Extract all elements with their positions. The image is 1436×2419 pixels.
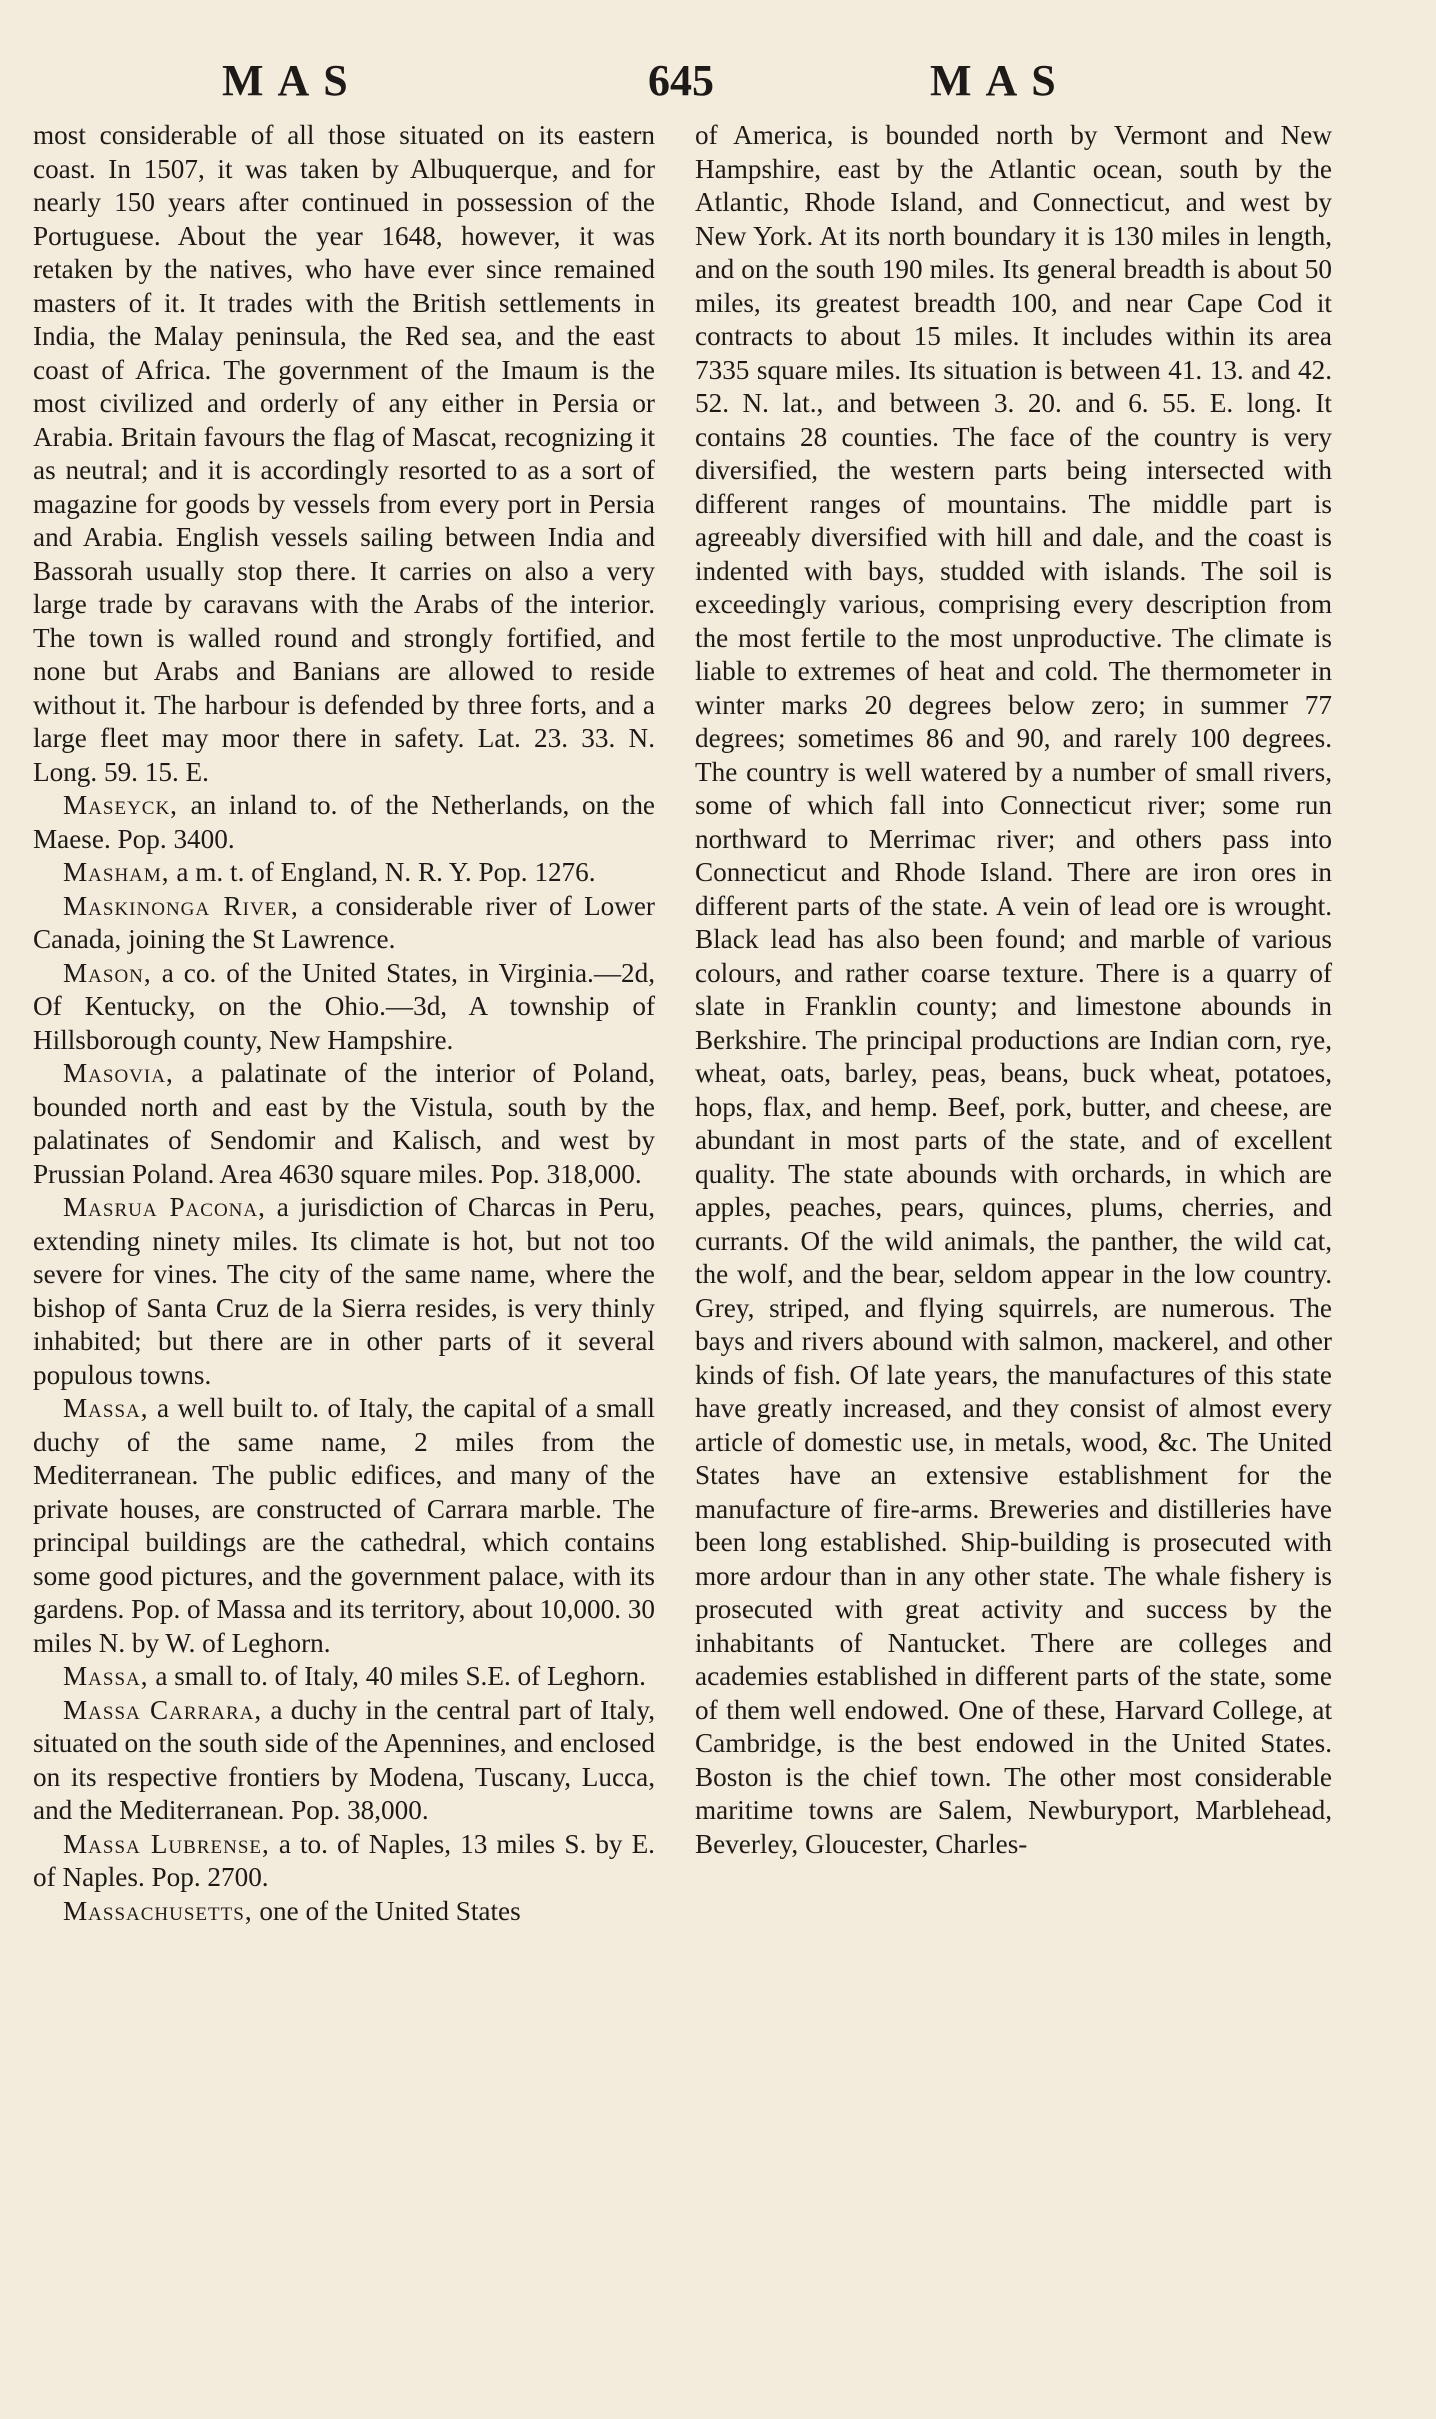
running-header [0, 55, 1436, 115]
entry-headword: Massachusetts, [63, 1895, 253, 1926]
header-left-guideword: MAS [222, 56, 362, 105]
entry-massa-carrara [33, 1694, 655, 1828]
page-number: 645 [648, 56, 714, 105]
entry-headword: Maskinonga River, [63, 890, 299, 921]
entry-text: a duchy in the central part of Italy, situated on the south side of the Apennines, and enclosed on its respective frontiers by Modena, Tuscany, Lucca, and the Mediterranean. Pop. 38,000. [33, 1694, 655, 1825]
entry-headword: Mason, [63, 957, 152, 988]
entry-maskinonga-river [33, 890, 655, 957]
entry-masham [33, 856, 655, 890]
entry-text: a small to. of Italy, 40 miles S.E. of Leghorn. [148, 1661, 646, 1691]
entry-masrua-pacona [33, 1191, 655, 1392]
entry-headword: Masovia, [63, 1058, 174, 1088]
entry-text: a well built to. of Italy, the capital of a small duchy of the same name, 2 miles from the Mediterranean. The public edifices, and many of the private houses, are constructed of Carrara marble. The principal buildings are the cathedral, which contains some good pictures, and the government palace, with its gardens. Pop. of Massa and its territory, about 10,000. 30 miles N. by W. of Leghorn. [33, 1393, 655, 1658]
entry-mason [33, 957, 655, 1058]
entry-massa [33, 1392, 655, 1660]
entry-text: a co. of the United States, in Virginia.—2d, Of Kentucky, on the Ohio.—3d, A township of Hillsborough county, New Hampshire. [33, 957, 655, 1055]
entry-text: one of the United States [252, 1895, 521, 1926]
entry-text: a m. t. of England, N. R. Y. Pop. 1276. [169, 857, 596, 887]
continued-entry-text: most considerable of all those situated on its eastern coast. In 1507, it was taken by Albuquerque, and for nearly 150 years after continued in possession of the Portuguese. About the year 1648, however, it was retaken by the natives, who have ever since remained masters of it. It trades with the British settlements in India, the Malay peninsula, the Red sea, and the east coast of Africa. The government of the Imaum is the most civilized and orderly of any either in Persia or Arabia. Britain favours the flag of Mascat, recognizing it as neutral; and it is accordingly resorted to as a sort of magazine for goods by vessels from every port in Persia and Arabia. English vessels sailing between India and Bassorah usually stop there. It carries on also a very large trade by caravans with the Arabs of the interior. The town is walled round and strongly fortified, and none but Arabs and Banians are allowed to reside without it. The harbour is defended by three forts, and a large fleet may moor there in safety. Lat. 23. 33. N. Long. 59. 15. E. [33, 120, 655, 787]
continued-entry-text: of America, is bounded north by Vermont and New Hampshire, east by the Atlantic ocean, south by the Atlantic, Rhode Island, and Connecticut, and west by New York. At its north boundary it is 130 miles in length, and on the south 190 miles. Its general breadth is about 50 miles, its greatest breadth 100, and near Cape Cod it contracts to about 15 miles. It includes within its area 7335 square miles. Its situation is between 41. 13. and 42. 52. N. lat., and between 3. 20. and 6. 55. E. long. It contains 28 counties. The face of the country is very diversified, the western parts being intersected with different ranges of mountains. The middle part is agreeably diversified with hill and dale, and the coast is indented with bays, studded with islands. The soil is exceedingly various, comprising every description from the most fertile to the most unproductive. The climate is liable to extremes of heat and cold. The thermometer in winter marks 20 degrees below zero; in summer 77 degrees; sometimes 86 and 90, and rarely 100 degrees. The country is well watered by a number of small rivers, some of which fall into Connecticut river; some run northward to Merrimac river; and others pass into Connecticut and Rhode Island. There are iron ores in different parts of the state. A vein of lead ore is wrought. Black lead has also been found; and marble of various colours, and rather coarse texture. There is a quarry of slate in Franklin county; and limestone abounds in Berkshire. The principal productions are Indian corn, rye, wheat, oats, barley, peas, beans, buck wheat, potatoes, hops, flax, and hemp. Beef, pork, butter, and cheese, are abundant in most parts of the state, and of excellent quality. The state abounds with orchards, in which are apples, peaches, pears, quinces, plums, cherries, and currants. Of the wild animals, the panther, the wild cat, the wolf, and the bear, seldom appear in the low country. Grey, striped, and flying squirrels, are numerous. The bays and rivers abound with salmon, mackerel, and other kinds of fish. Of late years, the manufactures of this state have greatly increased, and they consist of almost every article of domestic use, in metals, wood, &c. The United States have an extensive establishment for the manufacture of fire-arms. Breweries and distilleries have been long established. Ship-building is prosecuted with more ardour than in any other state. The whale fishery is prosecuted with great activity and success by the inhabitants of Nantucket. There are colleges and academies established in different parts of the state, some of them well endowed. One of these, Harvard College, at Cambridge, is the best endowed in the United States. Boston is the chief town. The other most considerable maritime towns are Salem, Newburyport, Marblehead, Beverley, Gloucester, Charles- [695, 120, 1332, 1859]
entry-maseyck [33, 789, 655, 856]
entry-text: a to. of Naples, 13 miles S. by E. of Naples. Pop. 2700. [33, 1828, 655, 1892]
entry-masovia [33, 1057, 655, 1191]
entry-headword: Maseyck, [63, 790, 178, 820]
entry-text: an inland to. of the Netherlands, on the Maese. Pop. 3400. [33, 790, 655, 854]
entry-massa-lubrense [33, 1828, 655, 1895]
right-column [695, 119, 1332, 1861]
header-right-guideword: MAS [930, 56, 1070, 105]
entry-headword: Masrua Pacona, [63, 1192, 266, 1222]
entry-headword: Massa, [63, 1393, 149, 1423]
entry-massachusetts [33, 1895, 655, 1929]
entry-text: a jurisdiction of Charcas in Peru, extending ninety miles. Its climate is hot, but not too severe for vines. The city of the same name, where the bishop of Santa Cruz de la Sierra resides, is very thinly inhabited; but there are in other parts of it several populous towns. [33, 1192, 655, 1390]
entry-massa-small-town [33, 1660, 655, 1694]
entry-text: a considerable river of Lower Canada, joining the St Lawrence. [33, 890, 655, 954]
entry-headword: Massa Carrara, [63, 1694, 263, 1725]
entry-headword: Masham, [63, 857, 170, 887]
entry-headword: Massa Lubrense, [63, 1828, 270, 1859]
left-column [33, 119, 655, 1928]
entry-headword: Massa, [63, 1661, 149, 1691]
entry-text: a palatinate of the interior of Poland, bounded north and east by the Vistula, south by the palatinates of Sendomir and Kalisch, and west by Prussian Poland. Area 4630 square miles. Pop. 318,000. [33, 1058, 655, 1189]
